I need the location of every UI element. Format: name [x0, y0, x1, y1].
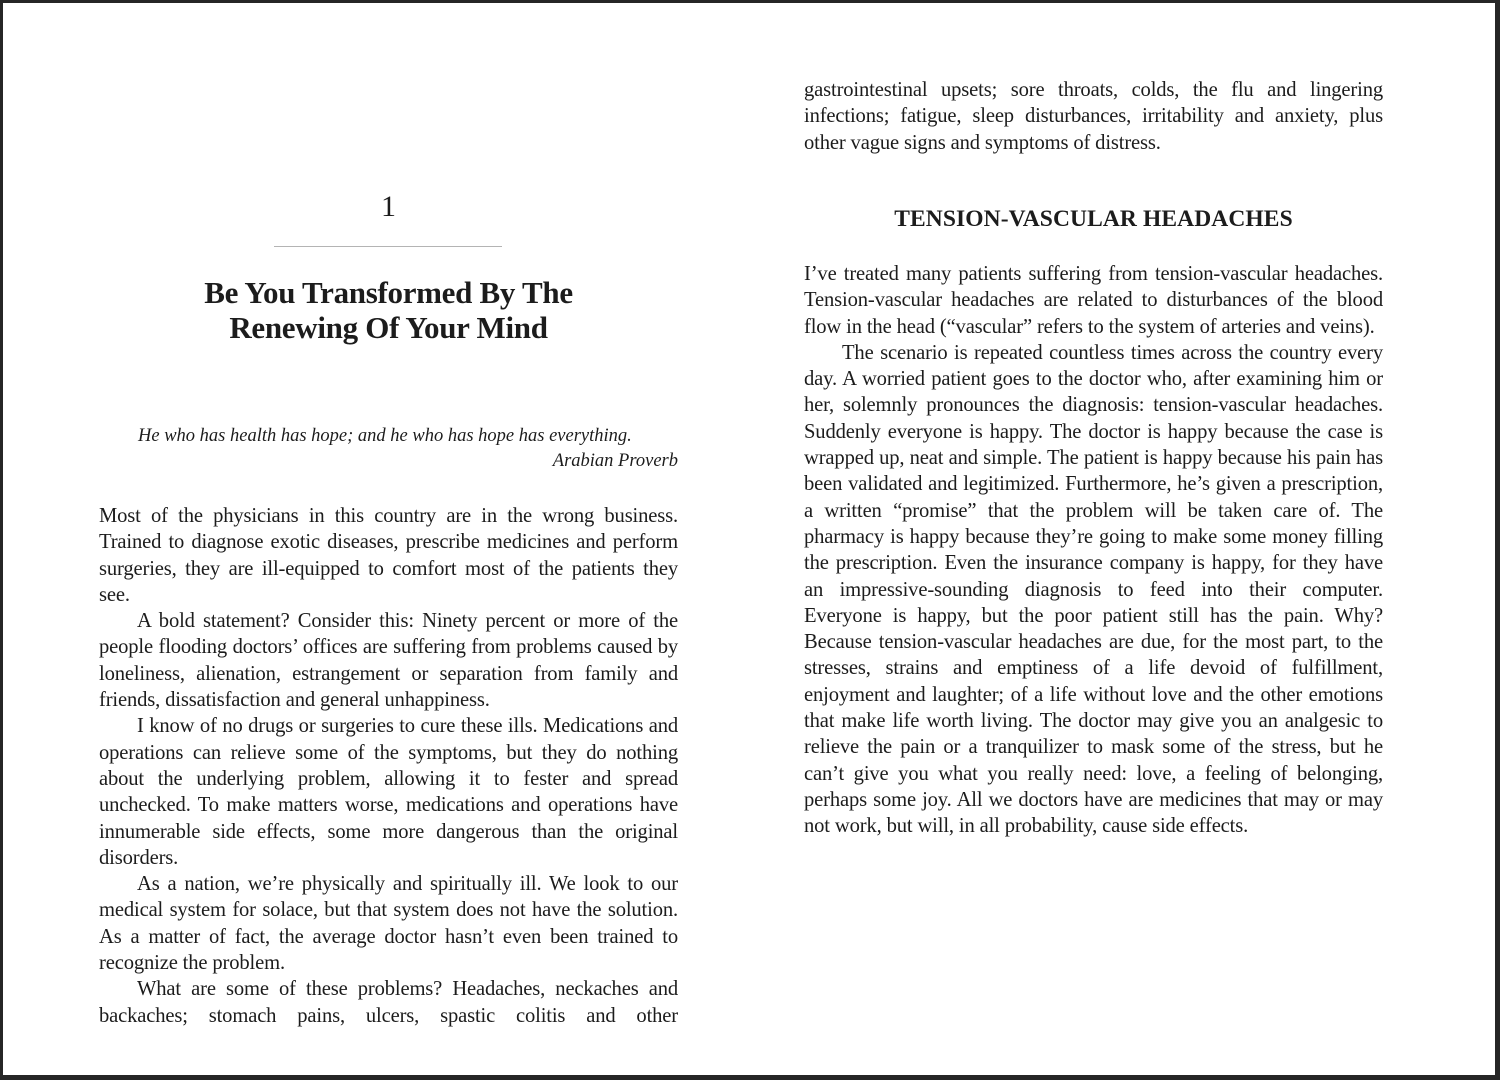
- section-heading: TENSION-VASCULAR HEADACHES: [894, 206, 1293, 232]
- epigraph: [99, 424, 678, 474]
- paragraph: As a nation, we’re physically and spiritually ill. We look to our medical system for solace, but that system does not have the solution. As a matter of fact, the average doctor hasn’t even been trained to recognize the problem.: [99, 873, 678, 975]
- right-page: [804, 3, 1383, 1075]
- chapter-title-line-2: Renewing Of Your Mind: [229, 310, 548, 345]
- continued-text: [804, 77, 1383, 156]
- paragraph: gastrointestinal upsets; sore throats, colds, the flu and lingering infections; fatigue, sleep disturbances, irritability and anxiety, plus other vague signs and symptoms of distress.: [804, 79, 1383, 154]
- left-page: [99, 3, 678, 1075]
- chapter-divider-rule: [274, 246, 502, 247]
- paragraph: I’ve treated many patients suffering from tension-vascular headaches. Tension-vascular headaches are related to disturbances of the blood flow in the head (“vascular” refers to the system of arteries and veins).: [804, 263, 1383, 338]
- paragraph: What are some of these problems? Headaches, neckaches and backaches; stomach pains, ulcers, spastic colitis and other: [99, 978, 678, 1027]
- book-spread: [3, 3, 1495, 1075]
- paragraph: I know of no drugs or surgeries to cure these ills. Medications and operations can relieve some of the symptoms, but they do nothing about the underlying problem, allowing it to fester and spread unchecked. To make matters worse, medications and operations have innumerable side effects, some more dangerous than the original disorders.: [99, 715, 678, 869]
- right-body-text: [804, 261, 1383, 840]
- paragraph: Most of the physicians in this country are in the wrong business. Trained to diagnose exotic diseases, prescribe medicines and perform surgeries, they are ill-equipped to comfort most of the patients they see.: [99, 505, 678, 606]
- paragraph: A bold statement? Consider this: Ninety percent or more of the people flooding doctors’ offices are suffering from problems caused by loneliness, alienation, estrangement or separation from family and friends, dissatisfaction and general unhappiness.: [99, 610, 678, 712]
- chapter-title: [99, 275, 678, 345]
- epigraph-source: Arabian Proverb: [552, 451, 678, 471]
- epigraph-quote: He who has health has hope; and he who has hope has everything.: [138, 426, 632, 446]
- left-body-text: [99, 503, 678, 1029]
- chapter-number: 1: [381, 190, 396, 223]
- paragraph: The scenario is repeated countless times across the country every day. A worried patient goes to the doctor who, after examining him or her, solemnly pronounces the diagnosis: tension-vascular headaches. Suddenly everyone is happy. The doctor is happy because the case is wrapped up, neat and simple. The patient is happy because his pain has been validated and legitimized. Furthermore, he’s given a prescription, a written “promise” that the problem will be taken care of. The pharmacy is happy because they’re going to make some money filling the prescription. Even the insurance company is happy, for they have an impressive-sounding diagnosis to feed into their computer. Everyone is happy, but the poor patient still has the pain. Why? Because tension-vascular headaches are due, for the most part, to the stresses, strains and emptiness of a life devoid of fulfillment, enjoyment and laughter; of a life without love and the other emotions that make life worth living. The doctor may give you an analgesic to relieve the pain or a tranquilizer to mask some of the stress, but he can’t give you what you really need: love, a feeling of belonging, perhaps some joy. All we doctors have are medicines that may or may not work, but will, in all probability, cause side effects.: [804, 341, 1383, 838]
- chapter-title-line-1: Be You Transformed By The: [204, 275, 573, 310]
